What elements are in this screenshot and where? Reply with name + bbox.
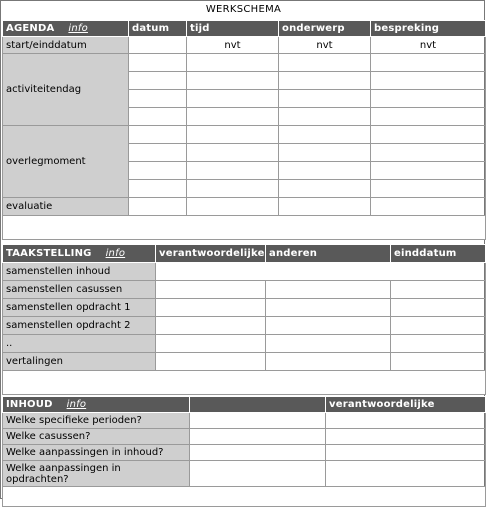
- row-label-activiteitendag: activiteitendag: [3, 54, 129, 126]
- cell-input[interactable]: [326, 429, 486, 445]
- cell-input[interactable]: [129, 90, 187, 108]
- inhoud-info-link[interactable]: info: [66, 399, 87, 410]
- agenda-header-label: AGENDA: [6, 23, 55, 34]
- cell-input[interactable]: [129, 108, 187, 126]
- agenda-col-bespreking: bespreking: [371, 21, 486, 37]
- cell-input[interactable]: [391, 281, 486, 299]
- taak-row-label: samenstellen inhoud: [3, 263, 156, 281]
- row-label-start-einddatum: start/einddatum: [3, 37, 129, 54]
- inhoud-row-label: Welke casussen?: [3, 429, 190, 445]
- row-label-overlegmoment: overlegmoment: [3, 126, 129, 198]
- cell-input[interactable]: [187, 90, 279, 108]
- cell-input[interactable]: [371, 144, 486, 162]
- cell-input[interactable]: [326, 413, 486, 429]
- cell-input[interactable]: [326, 461, 486, 487]
- cell-input[interactable]: [129, 54, 187, 72]
- taak-row-label: samenstellen opdracht 1: [3, 299, 156, 317]
- cell-input[interactable]: [371, 108, 486, 126]
- cell-input[interactable]: [129, 162, 187, 180]
- cell-input[interactable]: [371, 180, 486, 198]
- cell-input[interactable]: [371, 90, 486, 108]
- page-title: WERKSCHEMA: [205, 4, 282, 15]
- cell-input[interactable]: [190, 445, 326, 461]
- inhoud-row-label: Welke aanpassingen in opdrachten?: [3, 461, 190, 487]
- cell-input[interactable]: [156, 353, 266, 371]
- cell-input[interactable]: [129, 37, 187, 54]
- cell-input[interactable]: [129, 198, 187, 216]
- cell-input[interactable]: [156, 317, 266, 335]
- cell-input[interactable]: [279, 108, 371, 126]
- agenda-header: [3, 21, 129, 37]
- cell-input[interactable]: [129, 180, 187, 198]
- cell-input[interactable]: [187, 198, 279, 216]
- cell-input[interactable]: [279, 126, 371, 144]
- inhoud-row-label: Welke aanpassingen in inhoud?: [3, 445, 190, 461]
- row-label-evaluatie: evaluatie: [3, 198, 129, 216]
- agenda-col-tijd: tijd: [187, 21, 279, 37]
- cell-input[interactable]: [266, 281, 391, 299]
- agenda-table: [2, 20, 486, 240]
- taak-col-verantwoordelijke: verantwoordelijke: [156, 245, 266, 263]
- taak-col-einddatum: einddatum: [391, 245, 486, 263]
- cell-input[interactable]: [187, 180, 279, 198]
- cell-input[interactable]: [391, 299, 486, 317]
- inhoud-header-label: INHOUD: [6, 399, 53, 410]
- taakstelling-header: [3, 245, 156, 263]
- cell-input[interactable]: [266, 335, 391, 353]
- cell-input[interactable]: [279, 180, 371, 198]
- cell-input[interactable]: [371, 162, 486, 180]
- section-spacer: [3, 487, 486, 507]
- taak-row-label: vertalingen: [3, 353, 156, 371]
- taakstelling-table: [2, 244, 486, 395]
- cell-input[interactable]: [391, 335, 486, 353]
- cell-input[interactable]: [371, 198, 486, 216]
- cell-input[interactable]: [190, 413, 326, 429]
- cell-input[interactable]: [187, 144, 279, 162]
- cell-input[interactable]: [129, 144, 187, 162]
- cell-input[interactable]: [187, 162, 279, 180]
- cell-input[interactable]: [190, 429, 326, 445]
- taak-row-label: samenstellen casussen: [3, 281, 156, 299]
- cell-input[interactable]: [326, 445, 486, 461]
- taak-col-anderen: anderen: [266, 245, 391, 263]
- inhoud-header: [3, 397, 190, 413]
- cell-input[interactable]: [187, 72, 279, 90]
- cell-input[interactable]: [266, 317, 391, 335]
- inhoud-col-verantwoordelijke: verantwoordelijke: [326, 397, 486, 413]
- cell-input[interactable]: [156, 335, 266, 353]
- cell-input[interactable]: [371, 54, 486, 72]
- cell-input[interactable]: [266, 299, 391, 317]
- section-spacer: [3, 371, 486, 395]
- cell-input[interactable]: [279, 54, 371, 72]
- taak-row-label: ..: [3, 335, 156, 353]
- cell-input[interactable]: [190, 461, 326, 487]
- cell-input[interactable]: [279, 90, 371, 108]
- taakstelling-info-link[interactable]: info: [105, 248, 126, 259]
- cell-nvt[interactable]: nvt: [187, 37, 279, 54]
- taak-row-label: samenstellen opdracht 2: [3, 317, 156, 335]
- cell-input[interactable]: [129, 126, 187, 144]
- cell-input[interactable]: [279, 72, 371, 90]
- agenda-col-datum: datum: [129, 21, 187, 37]
- cell-nvt[interactable]: nvt: [371, 37, 486, 54]
- taakstelling-header-label: TAAKSTELLING: [6, 248, 92, 259]
- cell-nvt[interactable]: nvt: [279, 37, 371, 54]
- cell-input[interactable]: [279, 198, 371, 216]
- cell-input[interactable]: [391, 317, 486, 335]
- agenda-col-onderwerp: onderwerp: [279, 21, 371, 37]
- cell-input[interactable]: [371, 126, 486, 144]
- cell-input[interactable]: [279, 144, 371, 162]
- cell-input[interactable]: [187, 54, 279, 72]
- inhoud-table: [2, 396, 486, 507]
- cell-input[interactable]: [156, 281, 266, 299]
- inhoud-col-blank: [190, 397, 326, 413]
- inhoud-row-label: Welke specifieke perioden?: [3, 413, 190, 429]
- section-spacer: [3, 216, 486, 240]
- cell-input[interactable]: [266, 353, 391, 371]
- agenda-info-link[interactable]: info: [68, 23, 88, 34]
- cell-input[interactable]: [129, 72, 187, 90]
- cell-input[interactable]: [391, 353, 486, 371]
- cell-input[interactable]: [371, 72, 486, 90]
- cell-input[interactable]: [156, 299, 266, 317]
- cell-input[interactable]: [187, 108, 279, 126]
- cell-input[interactable]: [156, 263, 486, 281]
- cell-input[interactable]: [279, 162, 371, 180]
- cell-input[interactable]: [187, 126, 279, 144]
